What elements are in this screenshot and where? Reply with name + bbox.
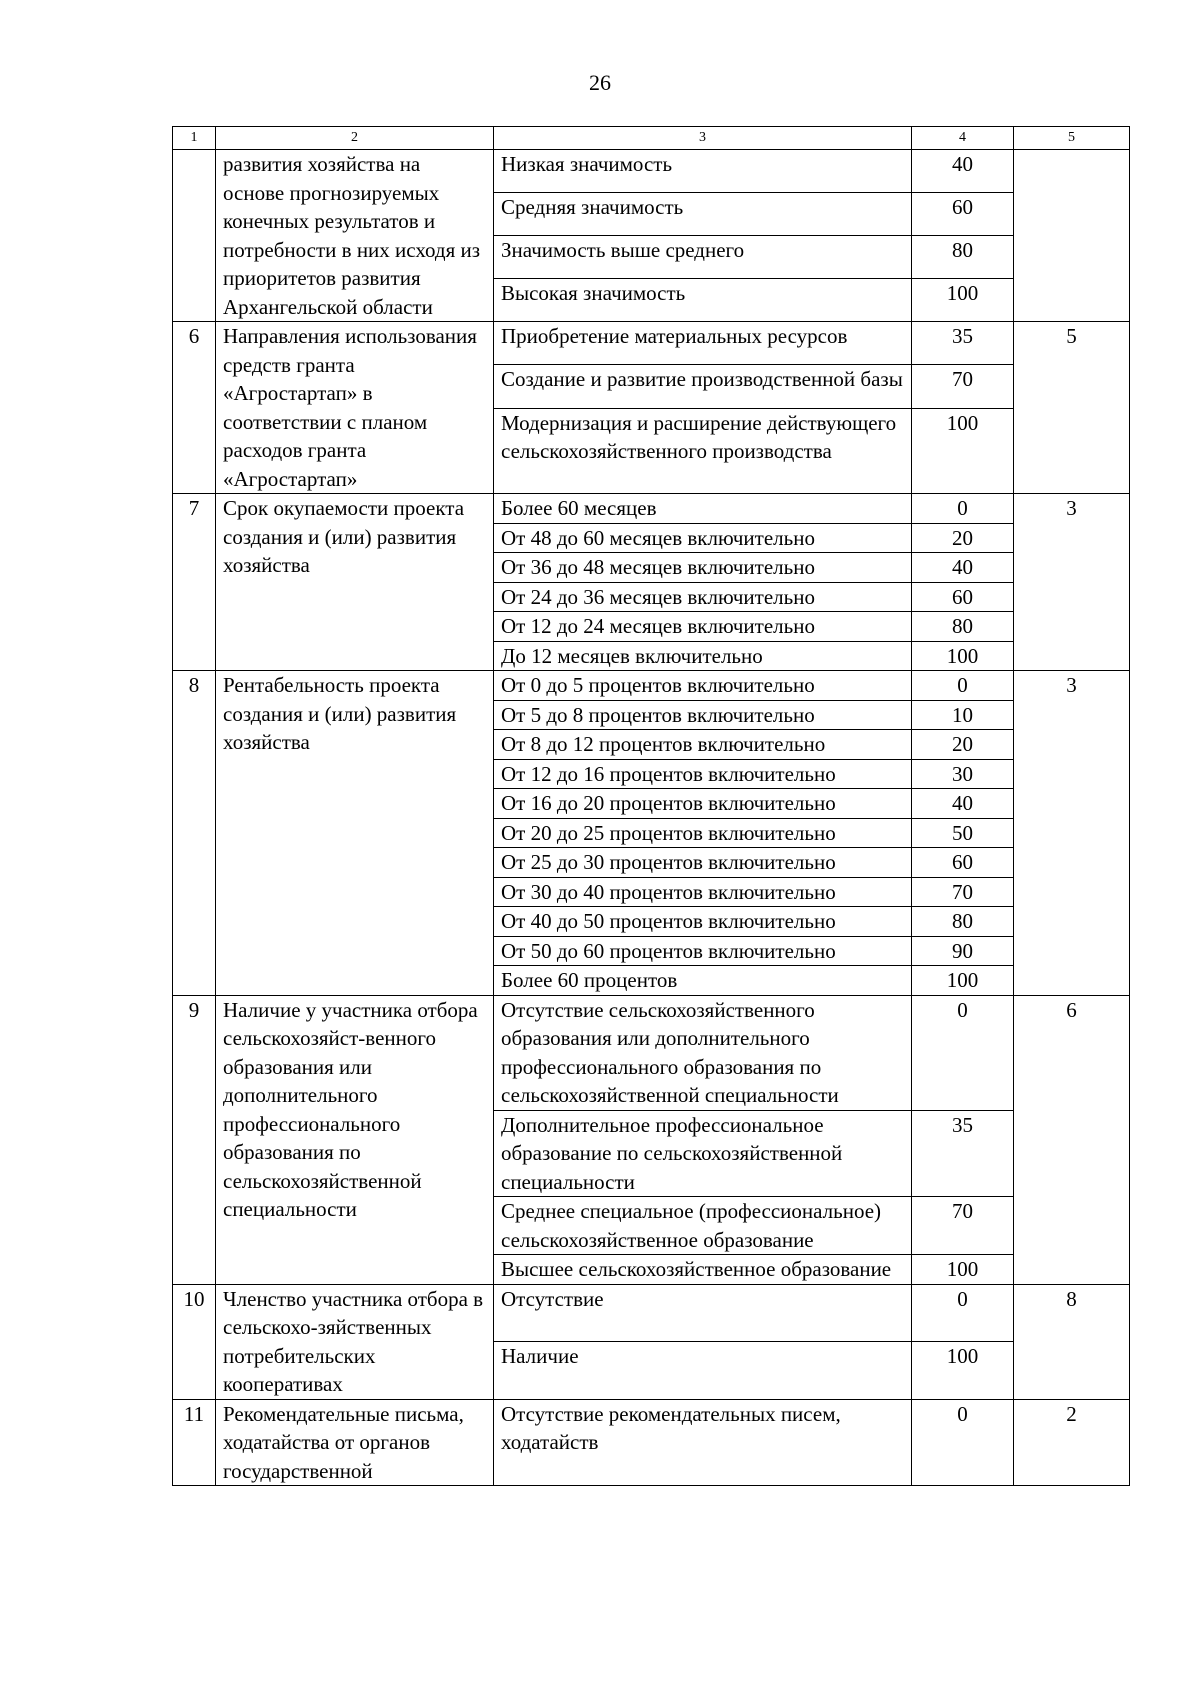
criteria-table <box>172 126 1130 1486</box>
option-points: 35 <box>912 1110 1014 1197</box>
criterion-name: Рентабельность проекта создания и (или) развития хозяйства <box>216 671 494 996</box>
column-number-4: 4 <box>912 127 1014 150</box>
table-row <box>173 322 1130 365</box>
option-text: Более 60 процентов <box>494 966 912 996</box>
option-points: 40 <box>912 150 1014 193</box>
option-text: Отсутствие рекомендательных писем, ходатайств <box>494 1399 912 1486</box>
criterion-weight: 6 <box>1014 995 1130 1284</box>
table-row <box>173 995 1130 1110</box>
table-row <box>173 671 1130 701</box>
option-text: Отсутствие сельскохозяйственного образования или дополнительного профессионального образования по сельскохозяйственной специальности <box>494 995 912 1110</box>
criterion-weight: 8 <box>1014 1284 1130 1399</box>
criterion-number: 11 <box>173 1399 216 1486</box>
option-points: 60 <box>912 582 1014 612</box>
criterion-number <box>173 150 216 322</box>
option-points: 80 <box>912 612 1014 642</box>
option-points: 0 <box>912 1399 1014 1486</box>
option-text: От 48 до 60 месяцев включительно <box>494 523 912 553</box>
option-points: 50 <box>912 818 1014 848</box>
column-number-2: 2 <box>216 127 494 150</box>
option-points: 70 <box>912 1197 1014 1255</box>
column-number-row <box>173 127 1130 150</box>
option-text: Создание и развитие производственной базы <box>494 365 912 408</box>
criterion-weight <box>1014 150 1130 322</box>
table-row <box>173 1284 1130 1342</box>
option-text: Значимость выше среднего <box>494 236 912 279</box>
option-text: Модернизация и расширение действующего сельскохозяйственного производства <box>494 408 912 493</box>
option-points: 0 <box>912 1284 1014 1342</box>
criterion-number: 8 <box>173 671 216 996</box>
option-text: Высшее сельскохозяйственное образование <box>494 1255 912 1285</box>
criterion-name: Срок окупаемости проекта создания и (или) развития хозяйства <box>216 494 494 671</box>
option-text: От 12 до 24 месяцев включительно <box>494 612 912 642</box>
option-points: 0 <box>912 995 1014 1110</box>
option-text: Отсутствие <box>494 1284 912 1342</box>
option-points: 60 <box>912 193 1014 236</box>
option-points: 80 <box>912 236 1014 279</box>
option-points: 80 <box>912 907 1014 937</box>
criterion-weight: 3 <box>1014 671 1130 996</box>
option-points: 90 <box>912 936 1014 966</box>
option-text: От 8 до 12 процентов включительно <box>494 730 912 760</box>
criterion-name: Рекомендательные письма, ходатайства от органов государственной <box>216 1399 494 1486</box>
option-points: 60 <box>912 848 1014 878</box>
option-text: От 20 до 25 процентов включительно <box>494 818 912 848</box>
option-points: 0 <box>912 671 1014 701</box>
page-number: 26 <box>589 70 611 95</box>
option-points: 100 <box>912 1255 1014 1285</box>
option-points: 0 <box>912 494 1014 524</box>
option-points: 40 <box>912 789 1014 819</box>
option-text: Средняя значимость <box>494 193 912 236</box>
table-row <box>173 150 1130 193</box>
criterion-number: 9 <box>173 995 216 1284</box>
option-text: Дополнительное профессиональное образование по сельскохозяйственной специальности <box>494 1110 912 1197</box>
option-points: 10 <box>912 700 1014 730</box>
option-text: От 50 до 60 процентов включительно <box>494 936 912 966</box>
option-text: От 5 до 8 процентов включительно <box>494 700 912 730</box>
option-text: Низкая значимость <box>494 150 912 193</box>
column-number-3: 3 <box>494 127 912 150</box>
option-points: 70 <box>912 877 1014 907</box>
option-points: 100 <box>912 1342 1014 1400</box>
option-text: Наличие <box>494 1342 912 1400</box>
option-points: 35 <box>912 322 1014 365</box>
option-points: 20 <box>912 523 1014 553</box>
criterion-weight: 5 <box>1014 322 1130 494</box>
option-points: 100 <box>912 279 1014 322</box>
option-text: Приобретение материальных ресурсов <box>494 322 912 365</box>
option-text: От 0 до 5 процентов включительно <box>494 671 912 701</box>
column-number-1: 1 <box>173 127 216 150</box>
option-text: От 12 до 16 процентов включительно <box>494 759 912 789</box>
option-points: 100 <box>912 408 1014 493</box>
option-text: До 12 месяцев включительно <box>494 641 912 671</box>
option-points: 70 <box>912 365 1014 408</box>
table-row <box>173 1399 1130 1486</box>
option-text: От 30 до 40 процентов включительно <box>494 877 912 907</box>
option-text: От 16 до 20 процентов включительно <box>494 789 912 819</box>
option-text: Среднее специальное (профессиональное) сельскохозяйственное образование <box>494 1197 912 1255</box>
option-text: От 40 до 50 процентов включительно <box>494 907 912 937</box>
criterion-number: 10 <box>173 1284 216 1399</box>
option-text: От 36 до 48 месяцев включительно <box>494 553 912 583</box>
option-points: 100 <box>912 966 1014 996</box>
criterion-number: 7 <box>173 494 216 671</box>
column-number-5: 5 <box>1014 127 1130 150</box>
option-text: Более 60 месяцев <box>494 494 912 524</box>
criterion-name: развития хозяйства на основе прогнозируемых конечных результатов и потребности в них исходя из приоритетов развития Архангельской области <box>216 150 494 322</box>
option-text: От 24 до 36 месяцев включительно <box>494 582 912 612</box>
criterion-name: Направления использования средств гранта «Агростартап» в соответствии с планом расходов гранта «Агростартап» <box>216 322 494 494</box>
table-row <box>173 494 1130 524</box>
option-points: 30 <box>912 759 1014 789</box>
criterion-weight: 2 <box>1014 1399 1130 1486</box>
option-text: Высокая значимость <box>494 279 912 322</box>
option-text: От 25 до 30 процентов включительно <box>494 848 912 878</box>
criterion-number: 6 <box>173 322 216 494</box>
criterion-weight: 3 <box>1014 494 1130 671</box>
option-points: 100 <box>912 641 1014 671</box>
criterion-name: Наличие у участника отбора сельскохозяйст-венного образования или дополнительного профессионального образования по сельскохозяйственной специальности <box>216 995 494 1284</box>
criterion-name: Членство участника отбора в сельскохо-зяйственных потребительских кооперативах <box>216 1284 494 1399</box>
option-points: 20 <box>912 730 1014 760</box>
option-points: 40 <box>912 553 1014 583</box>
